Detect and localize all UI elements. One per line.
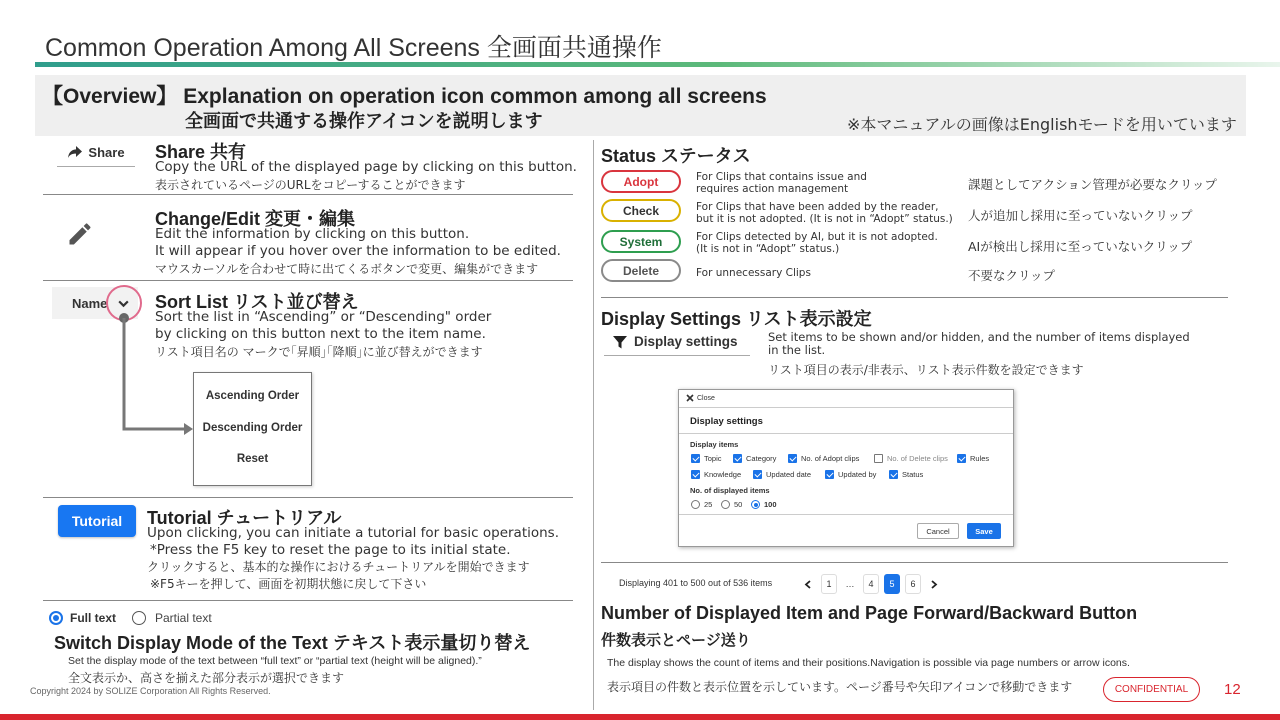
item-label: Topic — [704, 454, 722, 463]
edit-desc-jp: マウスカーソルを合わせて時に出てくるボタンで変更、編集ができます — [155, 262, 539, 276]
pagination-summary: Displaying 401 to 500 out of 536 items — [619, 578, 773, 588]
checkbox[interactable] — [733, 454, 742, 463]
pagination-bar — [800, 574, 942, 594]
status-delete-badge: Delete — [601, 259, 681, 282]
item-status-checkbox[interactable] — [889, 470, 923, 479]
item-label: No. of Adopt clips — [801, 454, 860, 463]
dialog-save-button[interactable] — [967, 523, 1001, 539]
text-mode-title: Switch Display Mode of the Text テキスト表示量切り替え — [54, 633, 531, 653]
status-system-badge: System — [601, 230, 681, 253]
item-knowledge-checkbox[interactable] — [691, 470, 741, 479]
divider — [43, 600, 573, 601]
chevron-right-icon — [930, 580, 938, 589]
item-label: No. of Delete clips — [887, 454, 948, 463]
overview-heading: 【Overview】 Explanation on operation icon common among all screens — [42, 85, 767, 108]
page-6-button[interactable]: 6 — [905, 574, 921, 594]
status-system-desc-1: For Clips detected by AI, but it is not adopted. — [696, 231, 938, 243]
partial-text-radio[interactable] — [132, 611, 146, 625]
divider — [43, 497, 573, 498]
full-text-radio[interactable] — [49, 611, 63, 625]
column-divider — [593, 140, 594, 710]
close-icon — [686, 394, 694, 402]
tutorial-title: Tutorial チュートリアル — [147, 508, 342, 528]
status-delete-desc-1: For unnecessary Clips — [696, 267, 811, 279]
status-adopt-jp: 課題としてアクション管理が必要なクリップ — [968, 177, 1217, 192]
save-label: Save — [975, 526, 993, 536]
count-label: 25 — [704, 500, 713, 509]
share-button[interactable] — [57, 138, 135, 167]
item-topic-checkbox[interactable] — [691, 454, 722, 463]
text-mode-desc-en: Set the display mode of the text between “full text” or “partial text (height will be aligned).” — [68, 655, 482, 667]
item-label: Status — [902, 470, 924, 479]
item-label: Rules — [970, 454, 990, 463]
checkbox[interactable] — [874, 454, 883, 463]
tutorial-desc-jp-1: クリックすると、基本的な操作におけるチュートリアルを開始できます — [147, 560, 530, 574]
overview-subheading: 全画面で共通する操作アイコンを説明します — [185, 111, 543, 132]
confidential-badge: CONFIDENTIAL — [1103, 677, 1200, 702]
item-delete-clips-checkbox[interactable] — [874, 454, 948, 463]
sort-button-label: Name — [72, 295, 108, 311]
pagination-title-en: Number of Displayed Item and Page Forward/Backward Button — [601, 603, 1138, 623]
pencil-icon[interactable] — [66, 220, 94, 248]
count-100-option[interactable] — [751, 500, 777, 509]
display-settings-title: Display Settings リスト表示設定 — [601, 309, 872, 329]
checkbox[interactable] — [691, 454, 700, 463]
text-mode-desc-jp: 全文表示か、高さを揃えた部分表示が選択できます — [68, 671, 345, 685]
checkbox[interactable] — [825, 470, 834, 479]
prev-page-button[interactable] — [800, 574, 816, 594]
pagination-desc-jp: 表示項目の件数と表示位置を示しています。ページ番号や矢印アイコンで移動できます — [607, 680, 1073, 694]
radio[interactable] — [691, 500, 700, 509]
tutorial-desc-en-2: *Press the F5 key to reset the page to its initial state. — [150, 542, 511, 558]
share-button-label: Share — [88, 144, 125, 160]
sort-desc-en-1: Sort the list in “Ascending” or “Descending" order — [155, 309, 492, 325]
filter-icon — [612, 334, 628, 350]
page-ellipsis: … — [845, 579, 855, 589]
share-desc-jp: 表示されているページのURLをコピーすることができます — [155, 178, 466, 192]
divider — [679, 407, 1013, 408]
tutorial-desc-en-1: Upon clicking, you can initiate a tutorial for basic operations. — [147, 525, 560, 541]
sort-option-reset[interactable]: Reset — [236, 453, 269, 465]
cancel-label: Cancel — [926, 526, 950, 536]
display-settings-button-label: Display settings — [634, 334, 738, 349]
full-text-label: Full text — [70, 611, 117, 625]
edit-desc-en-1: Edit the information by clicking on this button. — [155, 226, 470, 242]
edit-desc-en-2: It will appear if you hover over the information to be edited. — [155, 243, 561, 259]
page-1-button[interactable]: 1 — [821, 574, 837, 594]
checkbox[interactable] — [957, 454, 966, 463]
item-adopt-clips-checkbox[interactable] — [788, 454, 859, 463]
share-icon — [67, 145, 83, 159]
edit-title: Change/Edit 変更・編集 — [155, 209, 356, 229]
divider — [679, 433, 1013, 434]
status-system-desc-2: (It is not in “Adopt” status.) — [696, 243, 840, 255]
status-adopt-desc-1: For Clips that contains issue and — [696, 171, 867, 183]
count-label: 50 — [734, 500, 743, 509]
checkbox[interactable] — [691, 470, 700, 479]
sort-desc-jp: リスト項目名の マークで｢昇順｣｢降順｣に並び替えができます — [155, 345, 483, 359]
divider — [43, 280, 573, 281]
status-check-desc-2: but it is not adopted. (It is not in “Adopt” status.) — [696, 213, 953, 225]
page-4-button[interactable]: 4 — [863, 574, 879, 594]
sort-option-ascending[interactable]: Ascending Order — [205, 390, 300, 402]
status-check-badge: Check — [601, 199, 681, 222]
copyright-text: Copyright 2024 by SOLIZE Corporation All Rights Reserved. — [30, 686, 271, 696]
status-adopt-desc-2: requires action management — [696, 183, 849, 195]
count-25-option[interactable] — [691, 500, 712, 509]
divider — [679, 514, 1013, 515]
partial-text-label: Partial text — [155, 611, 212, 625]
page-number: 12 — [1224, 681, 1241, 698]
next-page-button[interactable] — [926, 574, 942, 594]
pagination-title-jp: 件数表示とページ送り — [601, 631, 751, 649]
sort-option-descending[interactable]: Descending Order — [202, 422, 303, 434]
count-50-option[interactable] — [721, 500, 742, 509]
share-desc-en: Copy the URL of the displayed page by clicking on this button. — [155, 159, 577, 175]
dialog-close-label: Close — [697, 394, 715, 402]
status-system-jp: AIが検出し採用に至っていないクリップ — [968, 239, 1193, 254]
display-settings-desc-en-1: Set items to be shown and/or hidden, and the number of items displayed — [768, 330, 1190, 344]
item-label: Knowledge — [704, 470, 742, 479]
display-settings-desc-jp: リスト項目の表示/非表示、リスト表示件数を設定できます — [768, 363, 1084, 377]
display-settings-desc-en-2: in the list. — [768, 343, 826, 357]
dialog-cancel-button[interactable] — [917, 523, 959, 539]
page-5-button-current[interactable]: 5 — [884, 574, 900, 594]
status-check-jp: 人が追加し採用に至っていないクリップ — [968, 208, 1193, 223]
sort-title: Sort List リスト並び替え — [155, 292, 359, 312]
item-rules-checkbox[interactable] — [957, 454, 989, 463]
pagination-desc-en: The display shows the count of items and their positions.Navigation is possible via page numbers or arrow icons. — [607, 657, 1130, 669]
footer-accent-bar — [0, 714, 1280, 720]
status-delete-jp: 不要なクリップ — [968, 268, 1056, 283]
page-title: Common Operation Among All Screens 全画面共通操作 — [45, 34, 662, 62]
divider — [601, 562, 1228, 563]
displayed-count-label: No. of displayed items — [690, 486, 770, 495]
display-settings-dialog — [678, 389, 1014, 547]
item-category-checkbox[interactable] — [733, 454, 776, 463]
dialog-close-button[interactable] — [686, 394, 715, 402]
display-settings-button[interactable] — [604, 328, 750, 356]
checkbox[interactable] — [788, 454, 797, 463]
dialog-title: Display settings — [690, 416, 763, 427]
radio[interactable] — [721, 500, 730, 509]
checkbox[interactable] — [753, 470, 762, 479]
partial-text-option[interactable] — [132, 611, 212, 625]
share-title: Share 共有 — [155, 142, 247, 162]
display-items-label: Display items — [690, 440, 739, 449]
status-adopt-badge: Adopt — [601, 170, 681, 193]
divider — [601, 297, 1228, 298]
divider — [43, 194, 573, 195]
full-text-option[interactable] — [49, 611, 116, 625]
chevron-left-icon — [804, 580, 812, 589]
item-updated-by-checkbox[interactable] — [825, 470, 876, 479]
tutorial-desc-jp-2: ※F5キーを押して、画面を初期状態に戻して下さい — [150, 577, 427, 591]
item-updated-date-checkbox[interactable] — [753, 470, 811, 479]
item-label: Category — [746, 454, 777, 463]
item-label: Updated date — [766, 470, 812, 479]
status-check-desc-1: For Clips that have been added by the reader, — [696, 201, 939, 213]
sort-desc-en-2: by clicking on this button next to the item name. — [155, 326, 486, 342]
overview-note: ※本マニュアルの画像はEnglishモードを用いています — [847, 115, 1237, 134]
status-title: Status ステータス — [601, 146, 751, 166]
radio[interactable] — [751, 500, 760, 509]
sort-dropdown-menu — [193, 372, 312, 486]
tutorial-button[interactable]: Tutorial — [58, 505, 136, 537]
item-label: Updated by — [838, 470, 877, 479]
title-underline — [35, 62, 1280, 67]
count-label: 100 — [764, 500, 777, 509]
checkbox[interactable] — [889, 470, 898, 479]
